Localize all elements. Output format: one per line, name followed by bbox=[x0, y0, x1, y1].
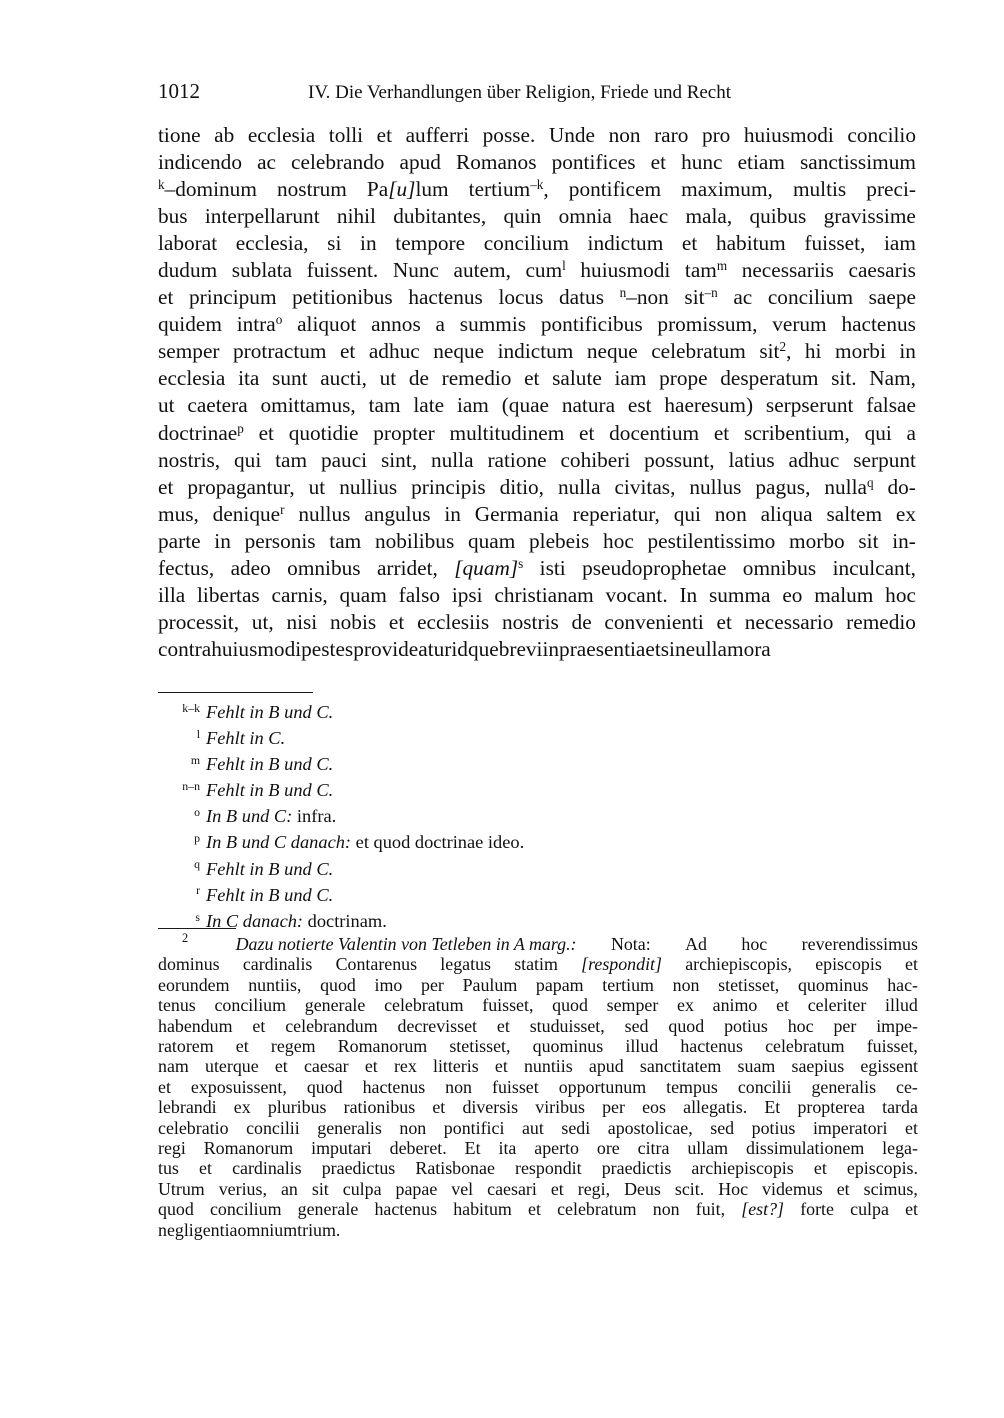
body-line: parte in personis tam nobilibus quam plebeis hoc pestilentissimo morbo sit in- bbox=[158, 528, 916, 553]
apparatus-text: Fehlt in B und C. bbox=[206, 702, 334, 722]
footnote-line: 2 Dazu notierte Valentin von Tetleben in A marg.: Nota: Ad hoc reverendissimus bbox=[158, 934, 918, 954]
apparatus-sigil: o bbox=[194, 805, 200, 820]
body-line: indicendo ac celebrando apud Romanos pontifices et hunc etiam sanctissimum bbox=[158, 150, 916, 175]
apparatus-entry bbox=[158, 883, 918, 909]
body-line: processit, ut, nisi nobis et ecclesiis nostris de convenienti et necessario remedio bbox=[158, 609, 916, 634]
running-title: IV. Die Verhandlungen über Religion, Friede und Recht bbox=[308, 82, 732, 103]
footnote-marker: l bbox=[562, 258, 566, 274]
footnote-line: regi Romanorum imputari deberet. Et ita aperto ore citra ullam dissimulationem lega- bbox=[158, 1138, 918, 1159]
body-line: bus interpellarunt nihil dubitantes, quin omnia haec mala, quibus gravissime bbox=[158, 204, 916, 229]
footnote-line: celebratio concilii generalis non pontifici aut sedi apostolicae, sed potius imperatori et bbox=[158, 1117, 918, 1138]
apparatus-sigil: m bbox=[190, 753, 200, 767]
apparatus-entry bbox=[158, 804, 918, 830]
body-line: doctrinae$^p$ et quotidie propter multitudinem et docentium et scribentium, qui a bbox=[158, 420, 916, 445]
apparatus-text: Fehlt in B und C. bbox=[206, 858, 334, 879]
apparatus-text: In B und C danach: et quod doctrinae ideo. bbox=[206, 832, 525, 853]
footnote-line: quod concilium generale hactenus habitum et celebratum non fuit, [est?] forte culpa et bbox=[158, 1199, 918, 1220]
apparatus-entry bbox=[158, 909, 918, 935]
footnote-marker: k bbox=[158, 177, 165, 193]
running-head bbox=[158, 78, 918, 104]
body-line: semper protractum et adhuc neque indictum neque celebratum sit$^2$, hi morbi in bbox=[158, 339, 916, 364]
editorial-italic: [est?] bbox=[741, 1199, 785, 1220]
body-line: $^k$–dominum nostrum Pa[u]lum tertium$^{-k}$, pontificem maximum, multis preci- bbox=[158, 177, 916, 202]
apparatus-text: Fehlt in B und C. bbox=[206, 780, 334, 801]
body-line: dudum sublata fuissent. Nunc autem, cum$^l$ huiusmodi tam$^m$ necessariis caesaris bbox=[158, 258, 916, 283]
footnote-marker: 2 bbox=[779, 339, 787, 355]
apparatus-sigil: n–n bbox=[182, 779, 200, 794]
body-line: tione ab ecclesia tolli et aufferri posse. Unde non raro pro huiusmodi concilio bbox=[158, 123, 916, 147]
apparatus-reading: infra. bbox=[292, 806, 337, 827]
apparatus-entry bbox=[158, 830, 918, 856]
footnote-2 bbox=[158, 931, 918, 1240]
apparatus-text: Fehlt in B und C. bbox=[206, 884, 334, 905]
body-line: contra huiusmodi pestes provideatur idque brevi in praesentia et sine ulla mora bbox=[158, 636, 771, 661]
footnote-line: tus et cardinalis praedictus Ratisbonae respondit praedictis archiepiscopis et episcopis. bbox=[158, 1158, 918, 1179]
footnote-marker: m bbox=[716, 258, 728, 274]
body-line: illa libertas carnis, quam falso ipsi christianam vocant. In summa eo malum hoc bbox=[158, 582, 916, 607]
body-line: ecclesia ita sunt aucti, ut de remedio et salute iam prope desperatum sit. Nam, bbox=[158, 366, 916, 391]
body-line: fectus, adeo omnibus arridet, [quam]$^s$ isti pseudoprophetae omnibus inculcant, bbox=[158, 555, 916, 580]
editorial-italic: [quam] bbox=[454, 555, 519, 580]
footnote-line: nam uterque et caesar et rex litteris et nuntiis apud sanctitatem suam saepius egissent bbox=[158, 1056, 918, 1077]
apparatus-sigil: l bbox=[196, 726, 200, 741]
body-line: et principum petitionibus hactenus locus datus $^n$–non sit$^{-n}$ ac concilium saepe bbox=[158, 285, 916, 310]
footnote-marker: o bbox=[275, 312, 283, 328]
editorial-italic: [respondit] bbox=[581, 954, 662, 975]
apparatus-sigil: s bbox=[195, 909, 200, 924]
body-line: et propagantur, ut nullius principis ditio, nulla civitas, nullus pagus, nulla$^q$ do- bbox=[158, 474, 916, 499]
apparatus-text: In C danach: doctrinam. bbox=[206, 910, 387, 931]
footnote-line: habendum et celebrandum decrevisset et studuisset, sed quod potius hoc per impe- bbox=[158, 1015, 918, 1036]
footnote-marker: q bbox=[866, 474, 874, 490]
footnote-marker: n bbox=[619, 285, 627, 301]
apparatus-reading: doctrinam. bbox=[303, 910, 387, 931]
footnote-line: negligentia omnium trium. bbox=[158, 1219, 341, 1240]
footnote-marker: r bbox=[280, 501, 285, 517]
footnote-line: tenus concilium generale celebratum fuisset, quod semper ex animo et celeriter illud bbox=[158, 995, 918, 1016]
apparatus-entry bbox=[158, 752, 918, 778]
footnote-line: Utrum verius, an sit culpa papae vel caesari et regi, Deus scit. Hoc videmus et scimus, bbox=[158, 1178, 918, 1199]
page-number: 1012 bbox=[158, 79, 200, 103]
footnote-line: ratorem et regem Romanorum stetisset, quominus illud hactenus celebratum fuisset, bbox=[158, 1036, 918, 1057]
apparatus-text: Fehlt in B und C. bbox=[206, 754, 334, 775]
footnote-number: 2 bbox=[182, 931, 189, 945]
footnote-line: et exposuissent, quod hactenus non fuisset opportunum tempus concilii generalis ce- bbox=[158, 1076, 918, 1097]
body-line: laborat ecclesia, si in tempore concilium indictum et habitum fuisset, iam bbox=[158, 231, 916, 256]
body-line: ut caetera omittamus, tam late iam (quae natura est haeresum) serpserunt falsae bbox=[158, 393, 916, 418]
apparatus-rule bbox=[158, 692, 313, 693]
apparatus-entry bbox=[158, 857, 918, 883]
apparatus-entry bbox=[158, 778, 918, 804]
apparatus-sigil: p bbox=[194, 831, 200, 846]
footnote-marker: –n bbox=[704, 285, 718, 301]
body-line: nostris, qui tam pauci sint, nulla ratione cohiberi possunt, latius adhuc serpunt bbox=[158, 447, 916, 472]
apparatus-text: Fehlt in C. bbox=[206, 728, 286, 749]
footnote-marker: s bbox=[518, 555, 524, 571]
apparatus-text: In B und C: infra. bbox=[206, 806, 337, 827]
footnote-line: lebrandi ex pluribus rationibus et diversis viribus per eos allegatis. Et propterea tarda bbox=[158, 1097, 918, 1118]
body-line: mus, denique$^r$ nullus angulus in Germania reperiatur, qui non aliqua saltem ex bbox=[158, 501, 916, 526]
editorial-italic: [u] bbox=[388, 177, 416, 202]
body-text bbox=[158, 122, 916, 663]
footnote-line: dominus cardinalis Contarenus legatus statim [respondit] archiepiscopis, episcopis et bbox=[158, 954, 918, 975]
apparatus-reading: et quod doctrinae ideo. bbox=[351, 832, 525, 853]
apparatus-criticus bbox=[158, 700, 918, 935]
body-line: quidem intra$^o$ aliquot annos a summis pontificibus promissum, verum hactenus bbox=[158, 312, 916, 337]
apparatus-sigil: q bbox=[194, 857, 200, 872]
footnote-marker: p bbox=[237, 420, 244, 436]
apparatus-sigil: k–k bbox=[182, 700, 200, 715]
editorial-italic: Dazu notierte Valentin von Tetleben in A marg.: bbox=[235, 934, 577, 954]
apparatus-entry bbox=[158, 700, 918, 726]
footnote-line: eorundem nuntiis, quod imo per Paulum papam tertium non stetisset, quominus hac- bbox=[158, 974, 918, 995]
apparatus-entry bbox=[158, 726, 918, 752]
footnote-marker: –k bbox=[530, 177, 544, 193]
apparatus-sigil: r bbox=[196, 883, 200, 898]
